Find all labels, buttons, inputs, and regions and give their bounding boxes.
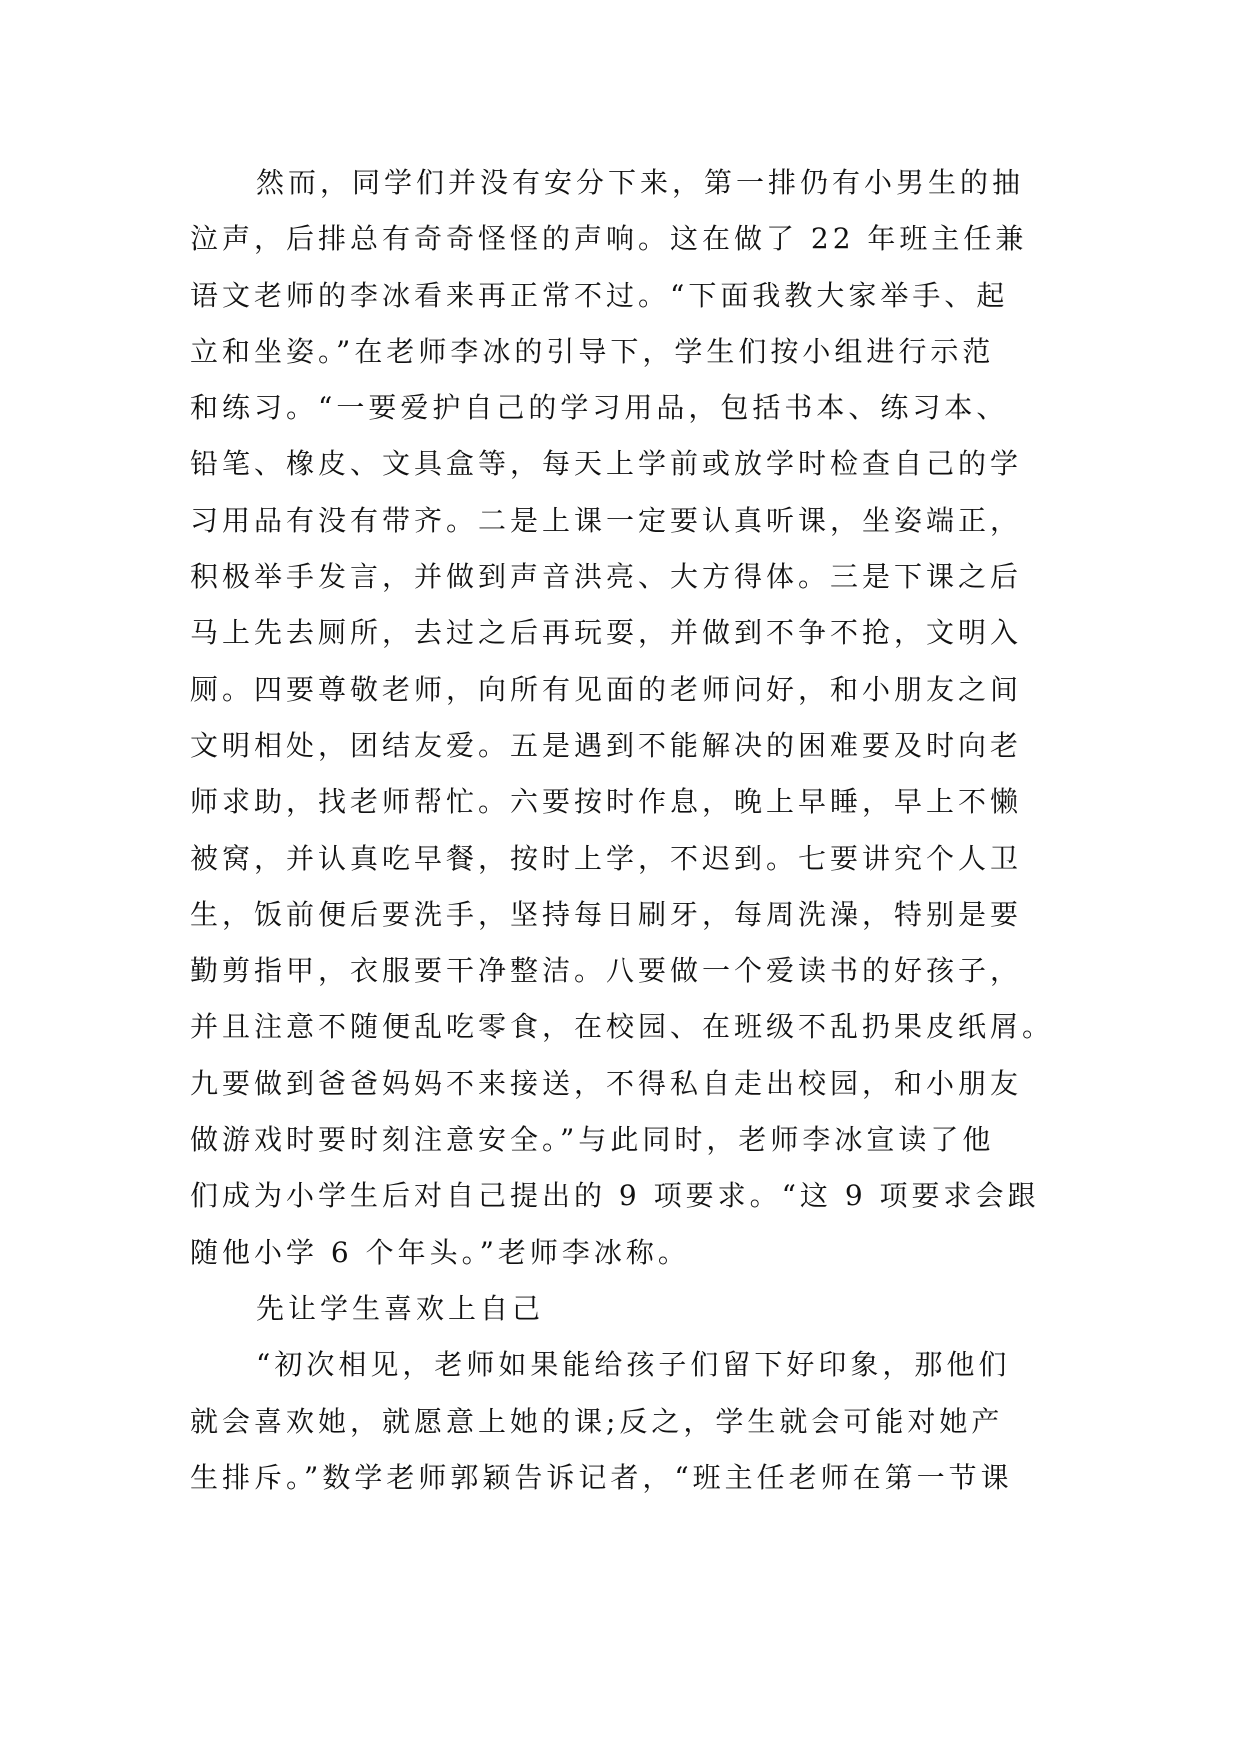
text-line: 马上先去厕所，去过之后再玩耍，并做到不争不抢，文明入 <box>190 616 1023 650</box>
text-line: 被窝，并认真吃早餐，按时上学，不迟到。七要讲究个人卫 <box>190 841 1023 875</box>
text-line: 语文老师的李冰看来再正常不过。“下面我教大家举手、起 <box>190 278 1009 312</box>
text-line: 就会喜欢她，就愿意上她的课;反之，学生就会可能对她产 <box>190 1404 1004 1438</box>
text-line: 积极举手发言，并做到声音洪亮、大方得体。三是下课之后 <box>190 560 1023 594</box>
text-line: 习用品有没有带齐。二是上课一定要认真听课，坐姿端正， <box>190 503 1023 537</box>
body-text <box>190 155 1060 1506</box>
text-line: 做游戏时要时刻注意安全。”与此同时，老师李冰宣读了他 <box>190 1123 995 1157</box>
text-line: 生排斥。”数学老师郭颖告诉记者，“班主任老师在第一节课 <box>190 1460 1013 1494</box>
section-heading: 先让学生喜欢上自己 <box>256 1291 545 1325</box>
text-line: 和练习。“一要爱护自己的学习用品，包括书本、练习本、 <box>190 391 1009 425</box>
text-line: 随他小学 6 个年头。”老师李冰称。 <box>190 1235 690 1269</box>
text-line: 泣声，后排总有奇奇怪怪的声响。这在做了 22 年班主任兼 <box>190 222 1028 256</box>
text-line: 文明相处，团结友爱。五是遇到不能解决的困难要及时向老 <box>190 728 1023 762</box>
text-line: 立和坐姿。”在老师李冰的引导下，学生们按小组进行示范 <box>190 334 995 368</box>
text-line: 师求助，找老师帮忙。六要按时作息，晚上早睡，早上不懒 <box>190 785 1023 819</box>
text-line: 铅笔、橡皮、文具盒等，每天上学前或放学时检查自己的学 <box>190 447 1023 481</box>
text-line: 并且注意不随便乱吃零食，在校园、在班级不乱扔果皮纸屑。 <box>190 1010 1055 1044</box>
text-line: 们成为小学生后对自己提出的 9 项要求。“这 9 项要求会跟 <box>190 1179 1040 1213</box>
text-line: 生，饭前便后要洗手，坚持每日刷牙，每周洗澡，特别是要 <box>190 897 1023 931</box>
text-line: 勤剪指甲，衣服要干净整洁。八要做一个爱读书的好孩子， <box>190 954 1023 988</box>
text-line: “初次相见，老师如果能给孩子们留下好印象，那他们 <box>256 1348 1011 1382</box>
text-line: 九要做到爸爸妈妈不来接送，不得私自走出校园，和小朋友 <box>190 1066 1023 1100</box>
text-line: 然而，同学们并没有安分下来，第一排仍有小男生的抽 <box>256 166 1025 199</box>
text-line: 厕。四要尊敬老师，向所有见面的老师问好，和小朋友之间 <box>190 672 1023 706</box>
